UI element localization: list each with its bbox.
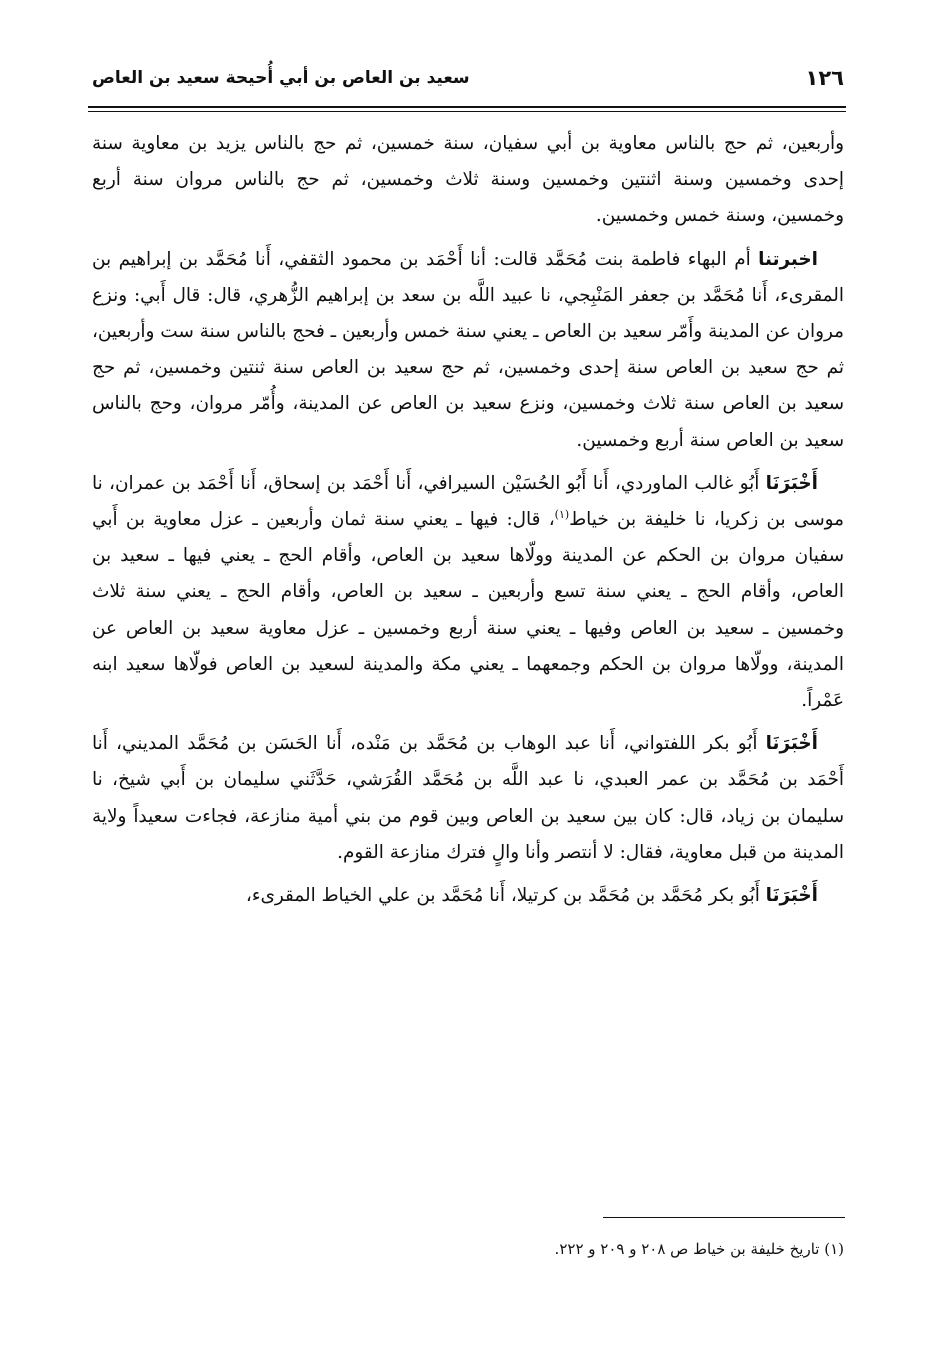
footnote-text: (١) تاريخ خليفة بن خياط ص ٢٠٨ و ٢٠٩ و ٢٢٢. — [554, 1240, 844, 1258]
paragraph-lead-word: أَخْبَرَنَا — [765, 733, 818, 755]
footnote-reference[interactable]: (١) — [554, 507, 570, 521]
footnote — [92, 1236, 844, 1262]
paragraph — [92, 466, 844, 719]
paragraph — [92, 126, 844, 235]
paragraph-text: أم البهاء فاطمة بنت مُحَمَّد قالت: أنا أَحْمَد بن محمود الثقفي، أَنا مُحَمَّد بن إبراهيم بن المقرىء، أَنا مُحَمَّد بن جعفر المَنْبِجي، نا عبيد اللَّه بن سعد بن إبراهيم الزُّهري، قال: قال أَبي: ونزع مروان عن المدينة وأَمّر سعيد بن العاص ـ يعني سنة خمس وأربعين ـ فحج بالناس سنة ست وأربعين، ثم حج سعيد بن العاص سنة إحدى وخمسين، ثم حج سعيد بن العاص سنة ثنتين وخمسين، ثم حج سعيد بن العاص سنة ثلاث وخمسين، ونزع سعيد بن العاص عن المدينة، وأُمّر مروان، وحج بالناس سعيد بن العاص سنة أربع وخمسين. — [92, 248, 844, 451]
header-rule — [88, 106, 846, 108]
header-rule-thin — [88, 111, 846, 112]
paragraph-text: أَبُو بكر اللفتواني، أَنا عبد الوهاب بن مُحَمَّد بن مَنْده، أَنا الحَسَن بن مُحَمَّد المديني، أَنا أَحْمَد بن مُحَمَّد بن عمر العبدي، نا عبد اللَّه بن مُحَمَّد القُرَشي، حَدَّثَني سليمان بن أَبي شيخ، نا سليمان بن زياد، قال: كان بين سعيد بن العاص وبين قوم من بني أمية منازعة، فجاءت سعيداً ولاية المدينة من قبل معاوية، فقال: لا أنتصر وأنا والٍ فترك منازعة القوم. — [92, 733, 844, 863]
footnote-separator — [603, 1217, 845, 1218]
paragraph-text: أَبُو بكر مُحَمَّد بن مُحَمَّد بن كرتيلا، أَنا مُحَمَّد بن علي الخياط المقرىء، — [245, 885, 760, 907]
paragraph-lead-word: أَخْبَرَنَا — [765, 885, 818, 907]
paragraph — [92, 242, 844, 459]
paragraph — [92, 878, 844, 914]
page-header — [92, 62, 844, 102]
paragraph-text: وأربعين، ثم حج بالناس معاوية بن أبي سفيان، سنة خمسين، ثم حج بالناس يزيد بن معاوية سنة إحدى وخمسين وسنة اثنتين وخمسين وسنة ثلاث وخمسين، ثم حج بالناس مروان سنة أربع وخمسين، وسنة خمس وخمسين. — [92, 133, 844, 227]
page-number: ١٢٦ — [805, 66, 844, 90]
paragraph-lead-word: اخبرتنا — [758, 248, 818, 270]
running-title: سعيد بن العاص بن أبي أُحيحة سعيد بن العاص — [92, 68, 470, 88]
paragraph-text-continued: ، قال: فيها ـ يعني سنة ثمان وأربعين ـ عزل معاوية بن أَبي سفيان مروان بن الحكم عن المدينة وولّاها سعيد بن العاص، وأقام الحج ـ يعني فيها ـ سعيد بن العاص، وأقام الحج ـ يعني سنة تسع وأربعين ـ سعيد بن العاص، وأقام الحج ـ يعني سنة ثلاث وخمسين ـ سعيد بن العاص وفيها ـ يعني سنة أربع وخمسين ـ عزل معاوية سعيد بن العاص عن المدينة، وولّاها مروان بن الحكم وجمعهما ـ يعني مكة والمدينة لسعيد بن العاص فولّاها سعيد ابنه عَمْراً. — [92, 509, 844, 712]
paragraph — [92, 726, 844, 871]
main-text — [92, 126, 844, 921]
paragraph-lead-word: أَخْبَرَنَا — [765, 472, 818, 494]
paragraph-text: أَبُو غالب الماوردي، أَنا أَبُو الحُسَيْن السيرافي، أَنا أَحْمَد بن إسحاق، أَنا أَحْمَد بن عمران، نا موسى بن زكريا، نا خليفة بن خياط — [92, 472, 844, 531]
